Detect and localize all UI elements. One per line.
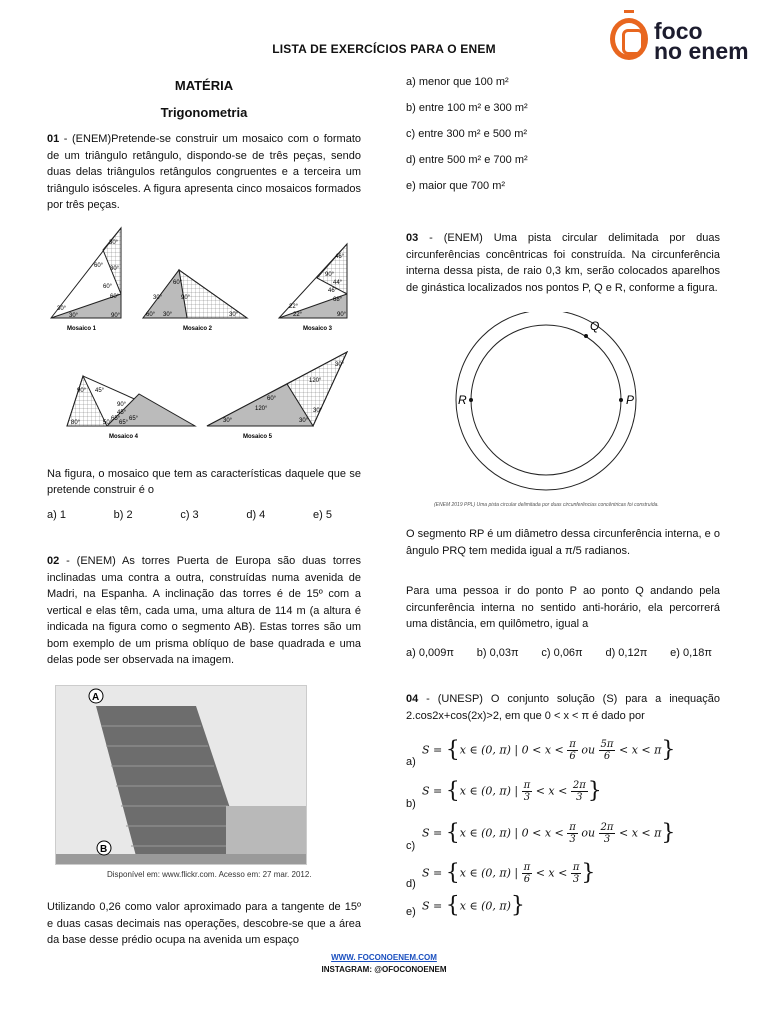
m1-angle-6: 30° <box>57 305 67 312</box>
q3-option-a[interactable]: a) 0,009π <box>406 646 454 659</box>
q1-option-d[interactable]: d) 4 <box>246 508 266 521</box>
towers-illustration <box>56 686 306 864</box>
q2-option-c[interactable]: c) entre 300 m² e 500 m² <box>406 128 528 140</box>
mosaic-1-label: Mosaico 1 <box>67 325 97 332</box>
q2-option-b[interactable]: b) entre 100 m² e 300 m² <box>406 102 528 114</box>
towers-photo <box>55 685 307 865</box>
mosaic-3-label: Mosaico 3 <box>303 325 333 332</box>
m4-angle-2: 45° <box>95 387 105 394</box>
m4-angle-6: 65° <box>129 415 139 422</box>
q2-options <box>406 74 720 204</box>
question-3-options <box>406 645 712 662</box>
question-1-body: - (ENEM)Pretende-se construir um mosaico com o formato de um triângulo retângulo, dispondo-se de três peças, sendo duas delas triângulos retângulos congruentes e a terceira um triângulo isósceles. A figura apresenta cinco mosaicos formados por três peças. <box>47 133 361 211</box>
question-3-para1: O segmento RP é um diâmetro dessa circunferência interna, e o ângulo PRQ tem medida igual a π/5 radianos. <box>406 528 720 557</box>
question-1-stem: Na figura, o mosaico que tem as características daquele que se pretende construir é o <box>47 467 361 496</box>
m4-angle-7: 80° <box>71 419 81 426</box>
m4-angle-9: 65° <box>119 419 129 426</box>
footer <box>0 952 768 976</box>
q3-option-c[interactable]: c) 0,06π <box>541 646 583 659</box>
m3-angle-3: 44° <box>333 279 343 286</box>
logo-line1: foco <box>654 18 703 44</box>
q3-option-d[interactable]: d) 0,12π <box>605 646 648 659</box>
q4-option-c[interactable]: c) S = {x ∈ (0, π) | 0 < x < $\frac{\pi}{3}$ ou $\frac{2\pi}{3}$ < x < π} <box>406 812 720 854</box>
m3-angle-2: 90° <box>325 271 335 278</box>
mosaic-5-label: Mosaico 5 <box>243 433 273 440</box>
mosaic-4 <box>67 376 195 440</box>
m2-angle-3: 90° <box>181 294 191 301</box>
mosaic-2 <box>143 270 247 332</box>
question-4-text <box>406 691 720 724</box>
q4-label-a: a) <box>406 755 416 768</box>
m5-angle-7: 30° <box>299 417 309 424</box>
m5-angle-3: 60° <box>267 395 277 402</box>
m4-angle-5: 65° <box>111 415 121 422</box>
q3-option-e[interactable]: e) 0,18π <box>670 646 712 659</box>
m3-angle-4: 46° <box>328 287 338 294</box>
question-1-options <box>47 507 332 524</box>
m5-angle-2: 120° <box>309 377 322 384</box>
m5-angle-6: 30° <box>313 407 323 414</box>
m3-angle-7: 22° <box>293 311 303 318</box>
m2-angle-4: 60° <box>146 311 156 318</box>
question-2-text <box>47 553 361 669</box>
mosaic-2-label: Mosaico 2 <box>183 325 213 332</box>
m3-angle-8: 90° <box>337 311 347 318</box>
q4-label-d: d) <box>406 877 416 890</box>
m1-angle-3: 30° <box>110 265 120 272</box>
left-column <box>47 74 361 949</box>
mosaic-1 <box>51 228 121 332</box>
m5-angle-1: 30° <box>335 361 345 368</box>
m4-angle-4: 45° <box>117 409 127 416</box>
q4-label-c: c) <box>406 839 416 852</box>
mosaic-4-label: Mosaico 4 <box>109 433 139 440</box>
circular-track-figure <box>406 312 706 512</box>
footer-instagram: INSTAGRAM: @OFOCONOENEM <box>321 965 447 974</box>
question-3-text <box>406 230 720 296</box>
q4-option-e[interactable]: e) S = {x ∈ (0, π)} <box>406 892 720 920</box>
track-caption: (ENEM 2019 PPL) Uma pista circular delimitada por duas circunferências concêntricas foi construída. <box>434 502 659 508</box>
m1-angle-8: 90° <box>111 312 121 319</box>
question-4-body: - (UNESP) O conjunto solução (S) para a inequação 2.cos2x+cos(2x)>2, em que 0 < x < π é dado por <box>406 693 720 722</box>
question-2-body: - (ENEM) As torres Puerta de Europa são duas torres inclinadas uma contra a outra, construídas numa avenida de Madri, na Espanha. A inclinação das torres é de 15º com a vertical e elas têm, cada uma, uma altura de 114 m (a altura é indicada na figura como o segmento AB). Estas torres são um bom exemplo de um prisma oblíquo de base quadrada e uma delas pode ser observada na imagem. <box>47 555 361 666</box>
page-title: LISTA DE EXERCÍCIOS PARA O ENEM <box>272 42 496 56</box>
m3-angle-6: 22° <box>289 303 299 310</box>
footer-site-link[interactable]: WWW. FOCONOENEM.COM <box>331 953 437 962</box>
point-r-label: R <box>458 393 467 407</box>
q3-option-b[interactable]: b) 0,03π <box>476 646 519 659</box>
m2-angle-1: 30° <box>153 294 163 301</box>
q4-label-b: b) <box>406 797 416 810</box>
point-q-label: Q <box>590 319 600 333</box>
m5-angle-4: 120° <box>255 405 268 412</box>
logo-line2: no enem <box>654 38 749 64</box>
q1-option-c[interactable]: c) 3 <box>180 508 199 521</box>
right-column <box>406 74 720 920</box>
q4-label-e: e) <box>406 905 416 918</box>
m1-angle-2: 60° <box>94 262 104 269</box>
q2-option-e[interactable]: e) maior que 700 m² <box>406 180 506 192</box>
m2-angle-2: 60° <box>173 279 183 286</box>
photo-label-b: B <box>100 843 108 855</box>
m3-angle-5: 68° <box>333 296 343 303</box>
q4-option-a[interactable]: a) S = {x ∈ (0, π) | 0 < x < $\frac{\pi}{6}$ ou $\frac{5\pi}{6}$ < x < π} <box>406 730 720 770</box>
question-4-number: 04 <box>406 693 419 705</box>
q2-option-d[interactable]: d) entre 500 m² e 700 m² <box>406 154 528 166</box>
question-2-stem: Utilizando 0,26 como valor aproximado para a tangente de 15º e duas casas decimais nas operações, descobre-se que a área da base desse prédio ocupa na avenida um espaço <box>47 901 361 946</box>
photo-label-a: A <box>92 691 100 703</box>
logo-brain-icon <box>610 18 648 60</box>
question-2-number: 02 <box>47 555 60 567</box>
m1-angle-5: 60° <box>110 293 120 300</box>
q4-option-d[interactable]: d) S = {x ∈ (0, π) | $\frac{\pi}{6}$ < x < $\frac{\pi}{3}$ } <box>406 854 720 892</box>
q4-option-b[interactable]: b) S = {x ∈ (0, π) | $\frac{\pi}{3}$ < x < $\frac{2\pi}{3}$ } <box>406 770 720 812</box>
question-4-options <box>406 730 720 920</box>
m3-angle-1: 46° <box>335 253 345 260</box>
m5-angle-5: 30° <box>223 417 233 424</box>
m4-angle-8: 50° <box>103 419 113 426</box>
q1-option-e[interactable]: e) 5 <box>313 508 332 521</box>
m4-angle-3: 90° <box>117 401 127 408</box>
m2-angle-6: 30° <box>229 311 239 318</box>
m2-angle-5: 30° <box>163 311 173 318</box>
q1-option-b[interactable]: b) 2 <box>113 508 133 521</box>
question-3-body: - (ENEM) Uma pista circular delimitada por duas circunferências concêntricas foi construída. Na circunferência interna dessa pista, de raio 0,3 km, serão colocados aparelhos de ginástica localizados nos pontos P, Q e R, conforme a figura. <box>406 232 720 294</box>
mosaic-3 <box>279 244 347 332</box>
subject-heading: Trigonometria <box>160 104 248 120</box>
point-p-label: P <box>626 393 635 407</box>
question-1-number: 01 <box>47 133 60 145</box>
question-1-text <box>47 131 361 214</box>
mosaics-figure <box>47 224 351 452</box>
q2-option-a[interactable]: a) menor que 100 m² <box>406 76 509 88</box>
question-3-number: 03 <box>406 232 419 244</box>
logo <box>610 10 750 70</box>
materia-heading: MATÉRIA <box>174 78 234 93</box>
mosaic-5 <box>207 352 347 440</box>
m1-angle-4: 60° <box>103 283 113 290</box>
q1-option-a[interactable]: a) 1 <box>47 508 66 521</box>
photo-caption: Disponível em: www.flickr.com. Acesso em: 27 mar. 2012. <box>107 869 312 879</box>
m4-angle-1: 90° <box>77 387 87 394</box>
question-3-para2: Para uma pessoa ir do ponto P ao ponto Q andando pela circunferência interna no sentido anti-horário, ela percorrerá uma distância, em quilômetro, igual a <box>406 585 720 630</box>
m1-angle-7: 30° <box>69 312 79 319</box>
m1-angle-1: 30° <box>109 239 119 246</box>
